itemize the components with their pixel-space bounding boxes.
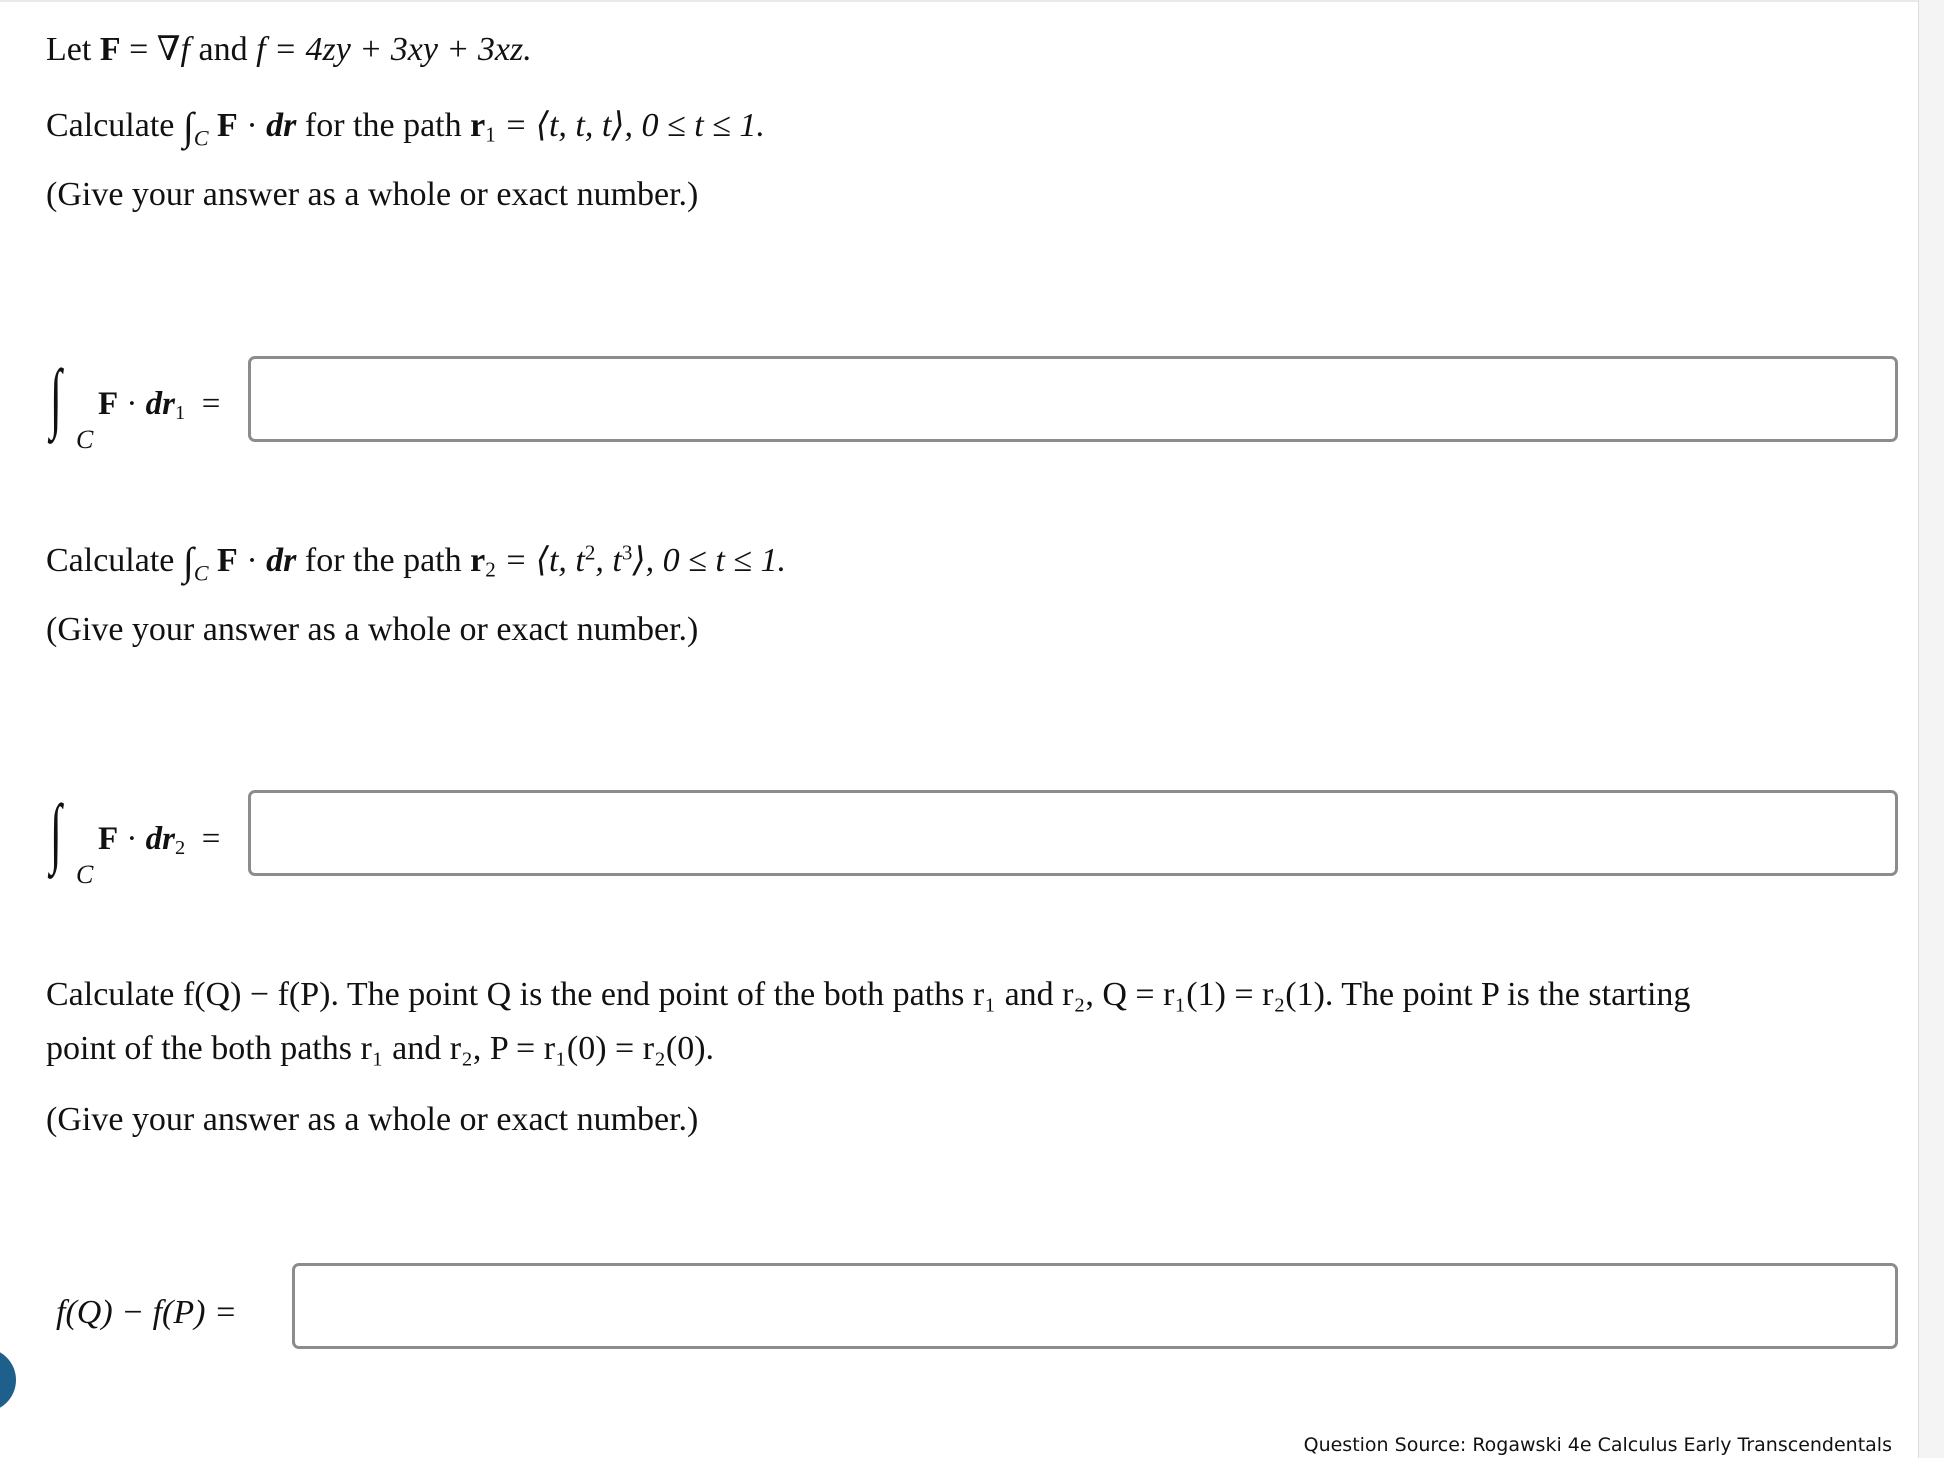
part2-prompt: Calculate $\int_C$ F · dr for the path $r_2$ = ⟨t, $t^2$, $t^3⟩$, 0 ≤ t ≤ 1.: [46, 539, 786, 586]
part3-answer-input[interactable]: [292, 1263, 1898, 1349]
part1-hint: (Give your answer as a whole or exact number.): [46, 176, 699, 213]
help-badge[interactable]: [0, 1348, 16, 1412]
integral-subscript: C: [76, 860, 94, 889]
part1-prompt: Calculate $\int_C$ F · dr for the path $r_1$ = ⟨t, t, t⟩, 0 ≤ t ≤ 1.: [46, 104, 765, 151]
integral-symbol: $\int_C$: [182, 104, 209, 151]
integral-expression: $F \cdot dr_1$ =: [98, 386, 221, 425]
question-source: Question Source: Rogawski 4e Calculus Early Transcendentals: [1303, 1434, 1892, 1456]
part3-hint: (Give your answer as a whole or exact number.): [46, 1101, 699, 1138]
integral-symbol: ∫: [50, 788, 62, 875]
integral-symbol: $\int_C$: [182, 539, 209, 586]
part1-answer-input[interactable]: [248, 356, 1898, 442]
intro-statement: Let F = ∇f and f = 4zy + 3xy + 3xz.: [46, 31, 532, 68]
integral-subscript: C: [76, 425, 94, 454]
part2-answer-input[interactable]: [248, 790, 1898, 876]
scrollbar-track[interactable]: [1918, 0, 1944, 1458]
part3-prompt: Calculate f(Q) − f(P). The point Q is the end point of the both paths r₁ and r₂, Q = r₁(1) = r₂(1). The point P is the starting point of the both paths r₁ and r₂, P = r₁(0) = r₂(0).: [46, 976, 1691, 1067]
part2-hint: (Give your answer as a whole or exact number.): [46, 611, 699, 648]
integral-symbol: ∫: [50, 353, 62, 440]
part3-answer-label: f(Q) − f(P) =: [56, 1294, 237, 1331]
integral-expression: $F \cdot dr_2$ =: [98, 821, 221, 860]
top-divider: [0, 0, 1918, 2]
